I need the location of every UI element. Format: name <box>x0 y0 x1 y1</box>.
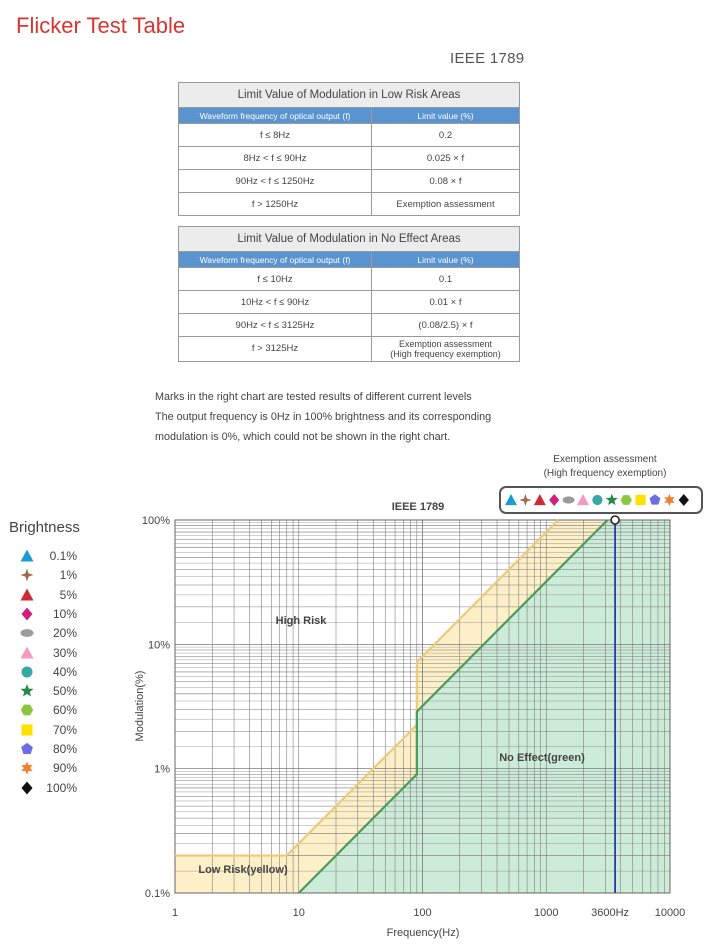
y-tick-label: 10% <box>147 639 170 652</box>
diamond-icon <box>549 494 559 506</box>
brightness-legend-label: 70% <box>52 722 77 737</box>
table-cell: f ≤ 8Hz <box>179 124 372 147</box>
table-cell: (0.08/2.5) × f <box>372 314 520 337</box>
brightness-legend-label: 20% <box>52 626 77 641</box>
burst-icon <box>664 494 674 506</box>
table-cell: f ≤ 10Hz <box>179 268 372 291</box>
region-label-low-risk: Low Risk(yellow) <box>198 864 288 876</box>
four-point-star-icon <box>519 494 531 506</box>
exemption-note-line: (High frequency exemption) <box>543 468 667 479</box>
region-label-high-risk: High Risk <box>275 615 327 627</box>
x-tick-label: 100 <box>413 907 432 919</box>
no-effect-table-title: Limit Value of Modulation in No Effect Areas <box>179 227 520 252</box>
table-cell: Exemption assessment <box>372 193 520 216</box>
square-icon <box>636 495 646 505</box>
hexagon-icon <box>621 495 632 505</box>
region-label-no-effect: No Effect(green) <box>499 752 585 764</box>
x-tick-label: 10000 <box>654 907 686 919</box>
x-tick-label: 10 <box>292 907 305 919</box>
table-cell: 90Hz < f ≤ 1250Hz <box>179 170 372 193</box>
table-cell: f > 3125Hz <box>179 337 372 362</box>
brightness-legend-title: Brightness <box>9 519 80 536</box>
triangle-icon <box>534 494 546 505</box>
measured-point <box>611 516 619 524</box>
table-cell: 0.01 × f <box>372 291 520 314</box>
brightness-legend-label: 30% <box>52 645 77 660</box>
column-header-frequency: Waveform frequency of optical output (f) <box>179 108 372 124</box>
chart-title: IEEE 1789 <box>391 501 445 513</box>
x-tick-label: 3600Hz <box>591 907 630 919</box>
table-cell: 8Hz < f ≤ 90Hz <box>179 147 372 170</box>
ellipse-icon <box>563 496 575 503</box>
circle-icon <box>592 495 602 505</box>
star-icon <box>606 494 618 505</box>
table-cell: 0.2 <box>372 124 520 147</box>
y-axis-label: Modulation(%) <box>134 670 146 742</box>
table-cell: f > 1250Hz <box>179 193 372 216</box>
brightness-legend-label: 100% <box>46 780 77 795</box>
triangle-icon <box>505 494 517 505</box>
brightness-legend-label: 10% <box>52 606 77 621</box>
table-cell: 0.08 × f <box>372 170 520 193</box>
brightness-legend-label: 5% <box>59 587 77 602</box>
triangle-icon <box>577 494 589 505</box>
pentagon-icon <box>650 494 661 504</box>
table-cell: 0.025 × f <box>372 147 520 170</box>
exemption-note-line: Exemption assessment <box>553 454 657 465</box>
y-tick-label: 100% <box>141 515 170 527</box>
brightness-legend-label: 80% <box>52 742 77 756</box>
y-tick-label: 1% <box>154 763 170 776</box>
note-line: modulation is 0%, which could not be shown in the right chart. <box>155 431 451 443</box>
page-title: Flicker Test Table <box>16 13 186 38</box>
table-cell: Exemption assessment (High frequency exemption) <box>372 337 520 362</box>
column-header-frequency: Waveform frequency of optical output (f) <box>179 252 372 268</box>
brightness-legend-label: 0.1% <box>49 549 77 563</box>
brightness-legend-label: 60% <box>52 703 77 718</box>
column-header-limit: Limit value (%) <box>372 108 520 124</box>
table-cell: 0.1 <box>372 268 520 291</box>
table-cell: 10Hz < f ≤ 90Hz <box>179 291 372 314</box>
x-tick-label: 1 <box>171 907 179 919</box>
x-tick-label: 1000 <box>534 907 559 919</box>
x-axis-label: Frequency(Hz) <box>386 927 460 939</box>
note-line: The output frequency is 0Hz in 100% brightness and its corresponding <box>155 411 492 423</box>
brightness-legend-label: 90% <box>52 761 77 776</box>
brightness-legend-label: 50% <box>52 684 77 699</box>
column-header-limit: Limit value (%) <box>372 252 520 268</box>
brightness-legend-label: 1% <box>59 568 77 583</box>
y-tick-label: 0.1% <box>144 888 170 900</box>
note-line: Marks in the right chart are tested results of different current levels <box>155 391 472 403</box>
brightness-legend-label: 40% <box>52 664 77 679</box>
table-cell: 90Hz < f ≤ 3125Hz <box>179 314 372 337</box>
diamond-icon <box>679 494 689 506</box>
standard-label: IEEE 1789 <box>450 50 525 67</box>
low-risk-table-title: Limit Value of Modulation in Low Risk Areas <box>179 83 520 108</box>
